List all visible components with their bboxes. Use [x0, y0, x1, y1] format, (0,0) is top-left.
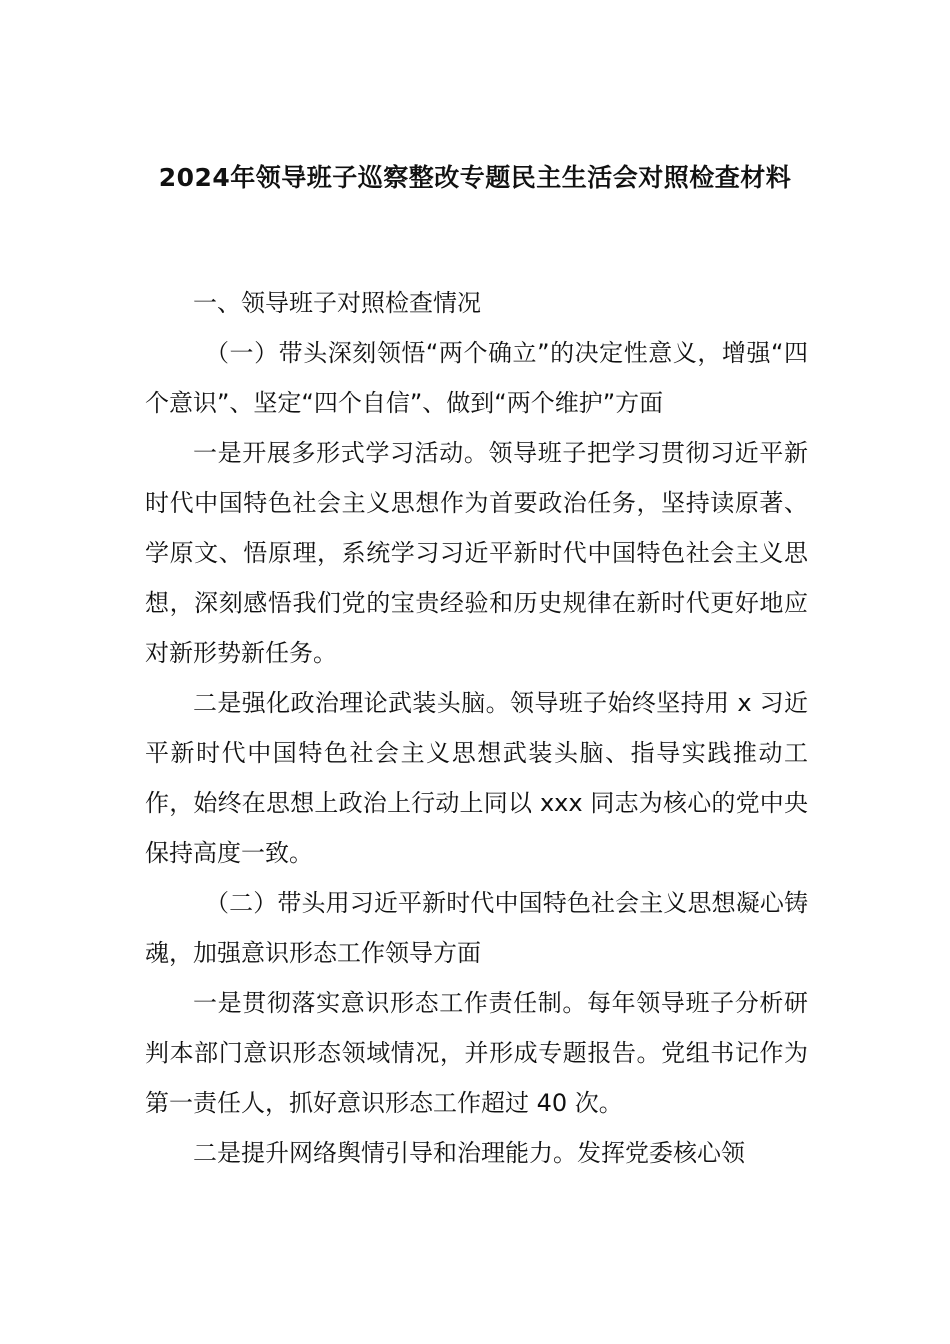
body-paragraph: 二是提升网络舆情引导和治理能力。发挥党委核心领: [193, 1139, 745, 1167]
subsection-heading: （二）带头用习近平新时代中国特色社会主义思想凝心铸魂，加强意识形态工作领导方面: [145, 889, 808, 967]
document-body: [145, 278, 808, 1178]
document-title: 2024年领导班子巡察整改专题民主生活会对照检查材料: [158, 163, 792, 192]
body-paragraph: 一是贯彻落实意识形态工作责任制。每年领导班子分析研判本部门意识形态领域情况，并形成专题报告。党组书记作为第一责任人，抓好意识形态工作超过 40 次。: [145, 989, 808, 1117]
body-paragraph: 一是开展多形式学习活动。领导班子把学习贯彻习近平新时代中国特色社会主义思想作为首要政治任务，坚持读原著、学原文、悟原理，系统学习习近平新时代中国特色社会主义思想，深刻感悟我们党的宝贵经验和历史规律在新时代更好地应对新形势新任务。: [145, 439, 808, 667]
body-paragraph: 二是强化政治理论武装头脑。领导班子始终坚持用 x 习近平新时代中国特色社会主义思想武装头脑、指导实践推动工作，始终在思想上政治上行动上同以 xxx 同志为核心的党中央保持高度一致。: [145, 689, 808, 867]
subsection-heading: （一）带头深刻领悟“两个确立”的决定性意义，增强“四个意识”、坚定“四个自信”、做到“两个维护”方面: [145, 339, 808, 417]
section-heading: 一、领导班子对照检查情况: [193, 289, 481, 317]
